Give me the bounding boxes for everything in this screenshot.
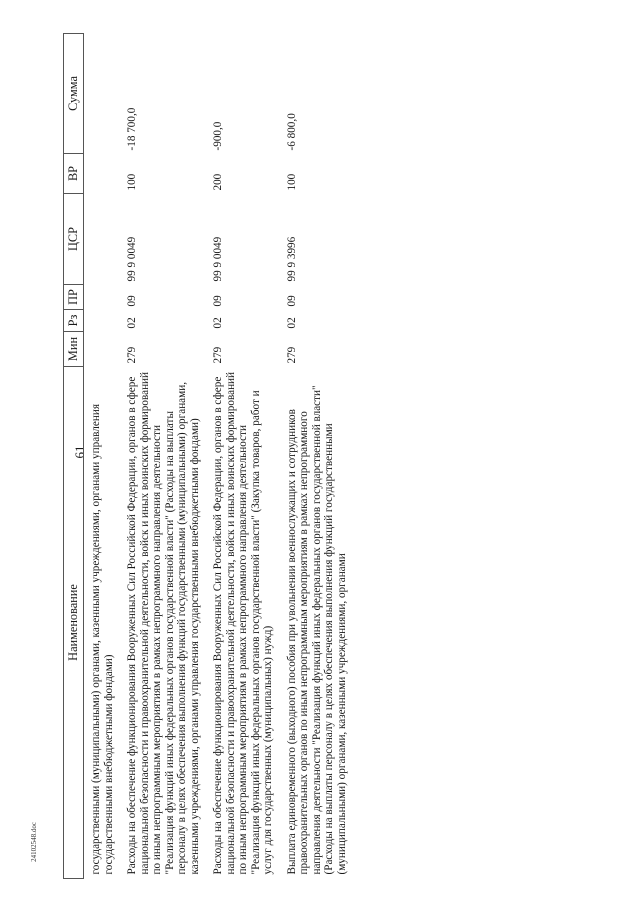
row-sum: -900,0 bbox=[212, 121, 224, 151]
row-min bbox=[84, 332, 122, 367]
row-pr: 09 bbox=[126, 295, 138, 307]
header-sum: Сумма bbox=[64, 34, 84, 154]
row-min: 279 bbox=[126, 346, 138, 364]
header-name: Наименование bbox=[64, 367, 84, 879]
budget-table-sheet bbox=[63, 34, 509, 879]
row-pr: 09 bbox=[285, 295, 298, 307]
row-rz: 02 bbox=[212, 317, 224, 329]
row-csr: 99 9 3996 bbox=[285, 236, 298, 282]
header-vr: ВР bbox=[64, 154, 84, 194]
row-rz bbox=[84, 310, 122, 332]
row-csr: 99 9 0049 bbox=[212, 236, 224, 282]
row-name: государственными (муниципальными) органами, казенными учреждениями, органами управления государственными внебюджетными фондами) bbox=[90, 404, 115, 875]
header-pr: ПР bbox=[64, 285, 84, 310]
row-name: Выплата единовременного (выходного) пособия при увольнении военнослужащих и сотрудников правоохранительных органов по иным непрограммным мероприятиям в рамках непрограммного направления деятельности "Реализация функций иных федеральных органов государственной власти" (Расходы на выплаты персоналу в целях обеспечения выполнения функций государственными (муниципальными) органами, казенными учреждениями, органами bbox=[285, 385, 348, 875]
header-csr: ЦСР bbox=[64, 194, 84, 285]
row-name: Расходы на обеспечение функционирования Вооруженных Сил Российской Федерации, органов в сфере национальной безопасности и правоохранительной деятельности, войск и иных воинских формирований по иным непрограммным мероприятиям в рамках непрограммного направления деятельности "Реализация функций иных федеральных органов государственной власти" (Расходы на выплаты персоналу в целях обеспечения выполнения функций государственными (муниципальными) органами, казенными учреждениями, органами управления государственными внебюджетными фондами) bbox=[126, 371, 201, 875]
row-name: Расходы на обеспечение функционирования Вооруженных Сил Российской Федерации, органов в сфере национальной безопасности и правоохранительной деятельности, войск и иных воинских формирований по иным непрограммным мероприятиям в рамках непрограммного направления деятельности "Реализация функций иных федеральных органов государственной власти" (Закупка товаров, работ и услуг для государственных (муниципальных) нужд) bbox=[212, 371, 274, 875]
table-header-row bbox=[64, 34, 84, 879]
row-vr: 200 bbox=[212, 173, 224, 191]
budget-table bbox=[63, 33, 354, 879]
row-vr: 100 bbox=[126, 173, 138, 191]
table-row bbox=[207, 34, 281, 879]
table-row bbox=[121, 34, 207, 879]
row-min: 279 bbox=[285, 346, 298, 364]
row-pr: 09 bbox=[212, 295, 224, 307]
row-sum bbox=[84, 34, 122, 154]
row-vr: 100 bbox=[285, 173, 298, 191]
table-row bbox=[281, 34, 355, 879]
row-sum: -6 800,0 bbox=[285, 113, 298, 151]
row-vr bbox=[84, 154, 122, 194]
header-min: Мин bbox=[64, 332, 84, 367]
page-number: 61 bbox=[72, 445, 87, 459]
table-row bbox=[84, 34, 122, 879]
row-pr bbox=[84, 285, 122, 310]
document-id: 24102548.doc bbox=[30, 822, 38, 862]
row-rz: 02 bbox=[285, 317, 298, 329]
row-sum: -18 700,0 bbox=[126, 107, 138, 151]
header-rz: Рз bbox=[64, 310, 84, 332]
row-csr: 99 9 0049 bbox=[126, 236, 138, 282]
row-min: 279 bbox=[212, 346, 224, 364]
row-rz: 02 bbox=[126, 317, 138, 329]
row-csr bbox=[84, 194, 122, 285]
